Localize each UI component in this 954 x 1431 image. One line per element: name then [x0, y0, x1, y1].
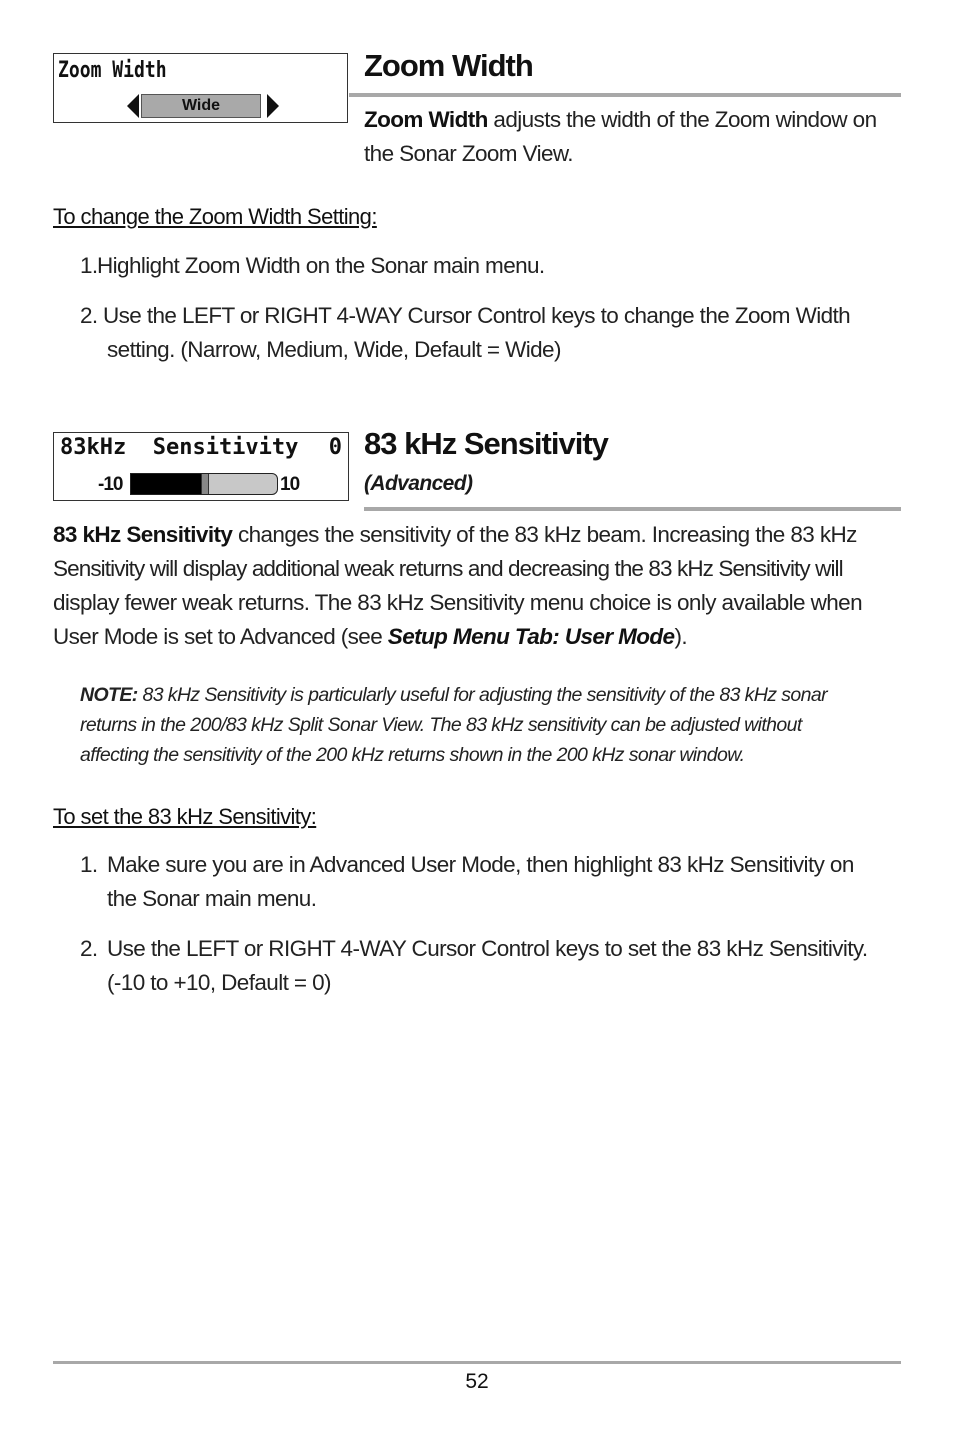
step-text-cont: (-10 to +10, Default = 0) [107, 970, 331, 995]
step-text: Highlight Zoom Width on the Sonar main menu. [97, 253, 545, 278]
sensitivity-para-line1 [53, 518, 857, 552]
sensitivity-heading: 83 kHz Sensitivity [364, 426, 608, 461]
para-text: User Mode is set to Advanced (see [53, 624, 388, 649]
zoom-width-widget-value: Wide [141, 94, 261, 118]
triangle-right-icon [266, 94, 280, 118]
sensitivity-para-rest: changes the sensitivity of the 83 kHz beam. Increasing the 83 kHz [232, 522, 857, 547]
sensitivity-widget-label: 83kHz Sensitivity [60, 435, 299, 460]
section-rule [349, 93, 901, 97]
triangle-left-icon [126, 94, 140, 118]
zoom-width-intro-line2: the Sonar Zoom View. [364, 141, 573, 166]
sensitivity-para-line4 [53, 620, 687, 654]
step-number: 1. [80, 852, 98, 877]
note-line2: returns in the 200/83 kHz Split Sonar View. The 83 kHz sensitivity can be adjusted without [80, 714, 802, 736]
step-text: Make sure you are in Advanced User Mode, then highlight 83 kHz Sensitivity on [107, 852, 854, 877]
zoom-width-step-1 [80, 249, 900, 283]
step-text: Use the LEFT or RIGHT 4-WAY Cursor Control keys to change the Zoom Width [103, 303, 851, 328]
page-number: 52 [465, 1370, 489, 1393]
zoom-width-intro-line1 [364, 103, 877, 137]
sensitivity-para-line3: display fewer weak returns. The 83 kHz Sensitivity menu choice is only available when [53, 590, 862, 615]
para-text: ). [674, 624, 688, 649]
step-number: 2. [80, 936, 98, 961]
zoom-width-step-2 [80, 299, 900, 367]
step-text-cont: setting. (Narrow, Medium, Wide, Default = Wide) [107, 337, 561, 362]
note-text: 83 kHz Sensitivity is particularly useful for adjusting the sensitivity of the 83 kHz sonar [137, 684, 828, 706]
note-line1 [80, 680, 827, 710]
zoom-width-widget-label: Zoom Width [58, 58, 167, 83]
sensitivity-para-line2: Sensitivity will display additional weak returns and decreasing the 83 kHz Sensitivity will [53, 556, 843, 581]
slider-min-label: -10 [98, 474, 123, 495]
step-number: 1. [80, 253, 98, 278]
sensitivity-step-1 [80, 848, 900, 916]
sensitivity-step-2 [80, 932, 900, 1000]
section-rule [364, 507, 901, 511]
step-number: 2. [80, 303, 98, 328]
sensitivity-slider-thumb [201, 473, 209, 495]
sensitivity-widget-value: 0 [328, 435, 342, 460]
sensitivity-slider-fill [131, 474, 201, 494]
zoom-width-heading: Zoom Width [364, 48, 533, 83]
step-text: Use the LEFT or RIGHT 4-WAY Cursor Control keys to set the 83 kHz Sensitivity. [107, 936, 868, 961]
zoom-width-subheading: To change the Zoom Width Setting: [53, 204, 377, 229]
footer-rule [53, 1361, 901, 1364]
note-line3: affecting the sensitivity of the 200 kHz returns shown in the 200 kHz sonar window. [80, 744, 745, 766]
sensitivity-subtitle: (Advanced) [364, 472, 473, 495]
cross-reference: Setup Menu Tab: User Mode [387, 624, 675, 649]
sensitivity-menu-widget [53, 432, 349, 501]
step-text-cont: the Sonar main menu. [107, 886, 317, 911]
note-label: NOTE: [80, 684, 138, 706]
zoom-width-menu-widget [53, 53, 348, 123]
zoom-width-intro-rest: adjusts the width of the Zoom window on [487, 107, 877, 132]
sensitivity-para-bold: 83 kHz Sensitivity [53, 522, 233, 547]
slider-max-label: 10 [280, 474, 300, 495]
sensitivity-slider-track [130, 473, 278, 495]
zoom-width-intro-bold: Zoom Width [364, 107, 488, 132]
sensitivity-subheading: To set the 83 kHz Sensitivity: [53, 804, 317, 829]
